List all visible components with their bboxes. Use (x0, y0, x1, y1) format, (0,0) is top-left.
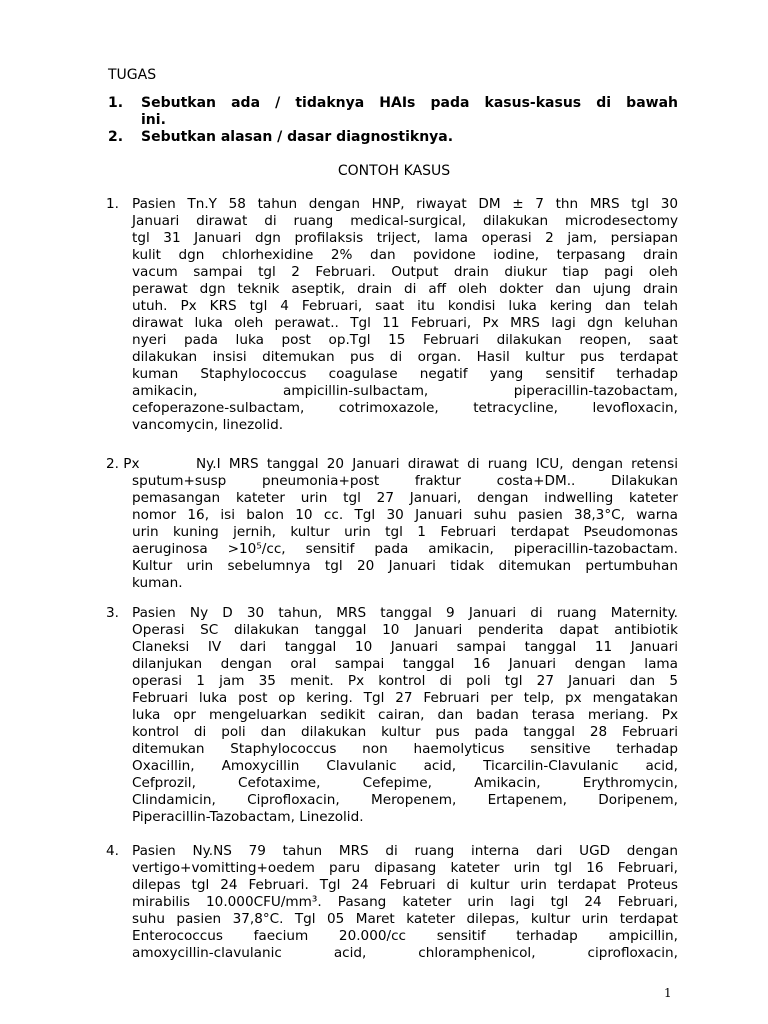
case-line: Pasien Ny.NS 79 tahun MRS di ruang interna dari UGD dengan (132, 843, 678, 859)
case-number: 1. (106, 196, 119, 212)
case-line: vertigo+vomitting+oedem paru dipasang kateter urin tgl 16 Februari, (132, 860, 678, 876)
case-line: pemasangan kateter urin tgl 27 Januari, dengan indwelling kateter (132, 490, 678, 506)
case-line: vancomycin, linezolid. (132, 417, 284, 433)
case-line: amikacin, ampicillin-sulbactam, piperacillin-tazobactam, (132, 383, 678, 399)
case-line: nomor 16, isi balon 10 cc. Tgl 30 Januari suhu pasien 38,3°C, warna (132, 507, 678, 523)
case-line: Claneksi IV dari tanggal 10 Januari sampai tanggal 11 Januari (132, 639, 678, 655)
case-line: utuh. Px KRS tgl 4 Februari, saat itu kondisi luka kering dan telah (132, 298, 678, 314)
case-line: Cefprozil, Cefotaxime, Cefepime, Amikacin, Erythromycin, (132, 775, 678, 791)
case-line: Kultur urin sebelumnya tgl 20 Januari tidak ditemukan pertumbuhan (132, 558, 678, 574)
case-line: Pasien Ny D 30 tahun, MRS tanggal 9 Januari di ruang Maternity. (132, 605, 678, 621)
case-line: Clindamicin, Ciprofloxacin, Meropenem, Ertapenem, Doripenem, (132, 792, 678, 808)
task-text: Sebutkan ada / tidaknya HAIs pada kasus-kasus di bawah (141, 95, 678, 111)
case-line: urin kuning jernih, kultur urin tgl 1 Februari terdapat Pseudomonas (132, 524, 678, 540)
case-line: vacum sampai tgl 2 Februari. Output drain diukur tiap pagi oleh (132, 264, 678, 280)
case-line: aeruginosa >10⁵/cc, sensitif pada amikacin, piperacillin-tazobactam. (132, 541, 678, 557)
doc-title: TUGAS (108, 67, 157, 83)
case-number: 3. (106, 605, 119, 621)
case-line: Enterococcus faecium 20.000/cc sensitif terhadap ampicillin, (132, 928, 678, 944)
case-line: operasi 1 jam 35 menit. Px kontrol di poli tgl 27 Januari dan 5 (132, 673, 678, 689)
case-line: Februari luka post op kering. Tgl 27 Februari per telp, px mengatakan (132, 690, 678, 706)
section-heading: CONTOH KASUS (337, 163, 451, 179)
case-line: Operasi SC dilakukan tanggal 10 Januari penderita dapat antibiotik (132, 622, 678, 638)
case-line: kuman. (132, 575, 183, 591)
case-line: Piperacillin-Tazobactam, Linezolid. (132, 809, 364, 825)
case-line: Januari dirawat di ruang medical-surgical, dilakukan microdesectomy (132, 213, 678, 229)
case-line: kulit dgn chlorhexidine 2% dan povidone iodine, terpasang drain (132, 247, 678, 263)
case-number: 2. Px (106, 456, 140, 472)
task-text: ini. (141, 112, 166, 128)
case-line: cefoperazone-sulbactam, cotrimoxazole, tetracycline, levofloxacin, (132, 400, 678, 416)
task-number: 1. (108, 95, 124, 111)
case-line: nyeri pada luka post op.Tgl 15 Februari dilakukan reopen, saat (132, 332, 678, 348)
task-text: Sebutkan alasan / dasar diagnostiknya. (141, 129, 454, 145)
case-line: perawat dgn teknik aseptik, drain di aff oleh dokter dan ujung drain (132, 281, 678, 297)
case-line: luka opr mengeluarkan sedikit cairan, dan badan terasa meriang. Px (132, 707, 678, 723)
case-line: Ny.I MRS tanggal 20 Januari dirawat di ruang ICU, dengan retensi (196, 456, 678, 472)
case-line: mirabilis 10.000CFU/mm³. Pasang kateter urin lagi tgl 24 Februari, (132, 894, 678, 910)
case-line: dilepas tgl 24 Februari. Tgl 24 Februari di kultur urin terdapat Proteus (132, 877, 678, 893)
case-number: 4. (106, 843, 119, 859)
case-line: suhu pasien 37,8°C. Tgl 05 Maret kateter dilepas, kultur urin terdapat (132, 911, 678, 927)
case-line: Pasien Tn.Y 58 tahun dengan HNP, riwayat DM ± 7 thn MRS tgl 30 (132, 196, 678, 212)
case-line: amoxycillin-clavulanic acid, chloramphenicol, ciprofloxacin, (132, 945, 678, 961)
case-line: dilakukan insisi ditemukan pus di organ. Hasil kultur pus terdapat (132, 349, 678, 365)
case-line: kontrol di poli dan dilakukan kultur pus pada tanggal 28 Februari (132, 724, 678, 740)
case-line: tgl 31 Januari dgn profilaksis triject, lama operasi 2 jam, persiapan (132, 230, 678, 246)
page-number: 1 (664, 986, 672, 1000)
case-line: ditemukan Staphylococcus non haemolyticus sensitive terhadap (132, 741, 678, 757)
case-line: sputum+susp pneumonia+post fraktur costa+DM.. Dilakukan (132, 473, 678, 489)
case-line: dilanjukan dengan oral sampai tanggal 16 Januari dengan lama (132, 656, 678, 672)
task-number: 2. (108, 129, 124, 145)
case-line: dirawat luka oleh perawat.. Tgl 11 Februari, Px MRS lagi dgn keluhan (132, 315, 678, 331)
case-line: kuman Staphylococcus coagulase negatif yang sensitif terhadap (132, 366, 678, 382)
case-line: Oxacillin, Amoxycillin Clavulanic acid, Ticarcilin-Clavulanic acid, (132, 758, 678, 774)
